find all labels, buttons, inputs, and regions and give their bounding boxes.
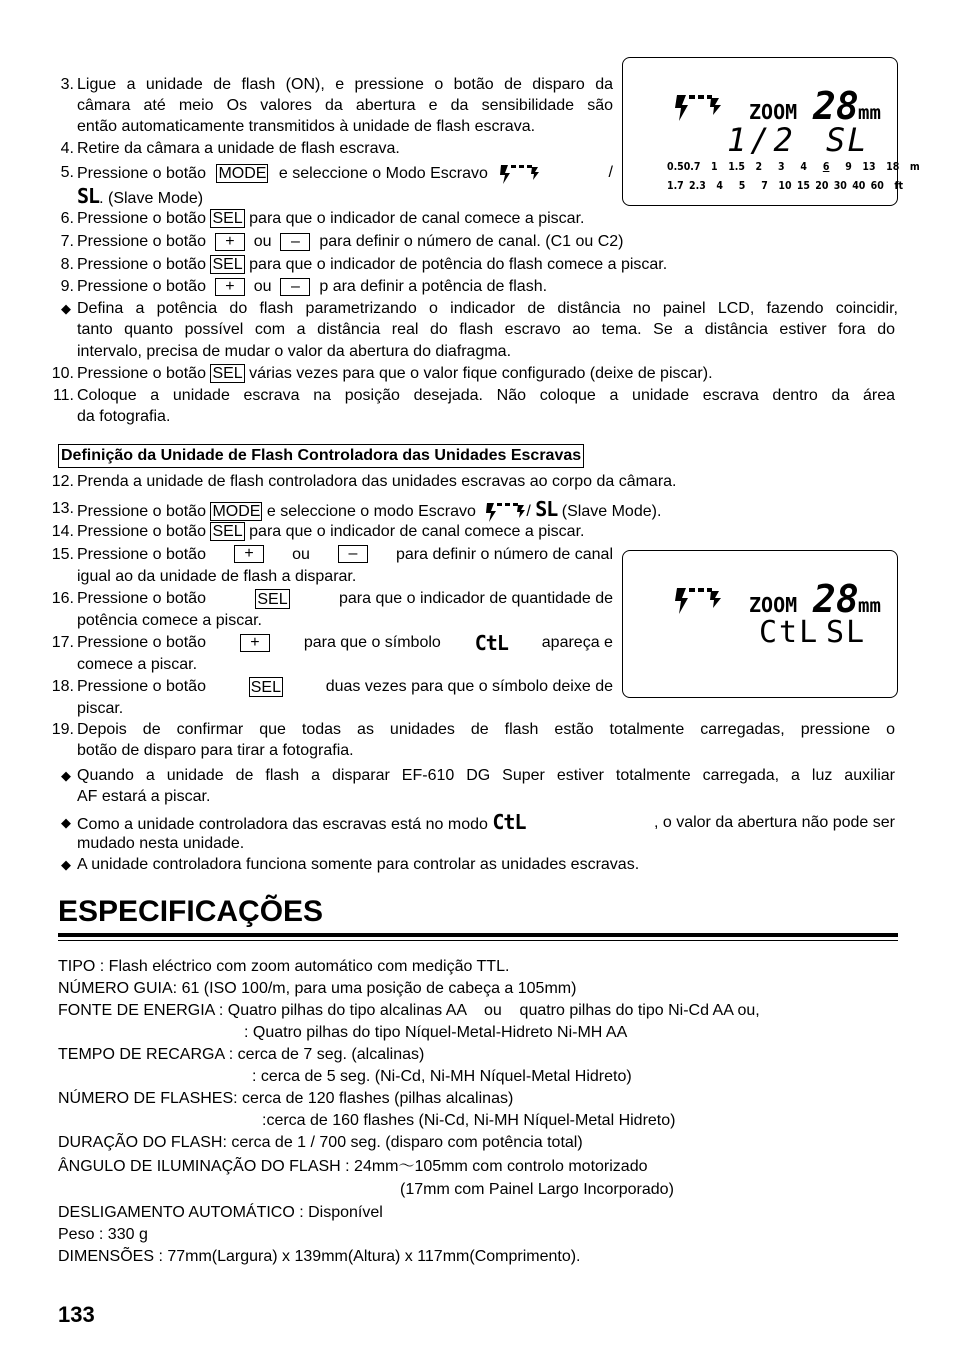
bullet-text: intervalo, precisa de mudar o valor da abertura do diafragma. — [77, 343, 512, 360]
spec-line: (17mm com Painel Largo Incorporado) — [400, 1181, 674, 1198]
bullet-text: Defina a potência do flash parametrizando o indicador de distância no painel LCD, fazendo coincidir, — [77, 300, 898, 317]
sel-button-label: SEL — [257, 591, 288, 608]
step-text: piscar. — [77, 700, 124, 717]
bullet-text: AF estará a piscar. — [77, 788, 211, 805]
step-text: botão de disparo para tirar a fotografia. — [77, 742, 354, 759]
step-text: Pressione o botão — [77, 165, 206, 183]
step-15-line: Pressione o botão + ou – para definir o número de canal — [77, 545, 613, 563]
zoom-unit: mm — [858, 102, 881, 124]
sel-button-label: SEL — [212, 523, 243, 540]
spec-line: DESLIGAMENTO AUTOMÁTICO : Disponível — [58, 1204, 383, 1221]
step-number: 9. — [60, 278, 74, 295]
step-text: Prenda a unidade de flash controladora das unidades escravas ao corpo da câmara. — [77, 473, 677, 490]
spec-line: FONTE DE ENERGIA : Quatro pilhas do tipo alcalinas AA ou quatro pilhas do tipo Ni-Cd AA ou, — [58, 1002, 760, 1019]
bullet-diamond: ◆ — [61, 768, 71, 783]
spec-line: : Quatro pilhas do tipo Níquel-Metal-Hidreto Ni-MH AA — [244, 1024, 628, 1041]
plus-button-label: + — [215, 233, 245, 251]
zoom-unit: mm — [858, 595, 881, 617]
lcd-panel-controller — [622, 550, 898, 698]
spec-line: ÂNGULO DE ILUMINAÇÃO DO FLASH : 24mm～105mm com controlo motorizado — [58, 1158, 648, 1175]
step-number: 13. — [51, 500, 74, 517]
ctl-symbol-icon: CtL — [492, 809, 526, 834]
bullet-text: mudado nesta unidade. — [77, 835, 245, 852]
slave-flash-icon — [484, 501, 526, 523]
sl-symbol-icon: SL — [535, 497, 558, 521]
title-rule — [58, 933, 898, 937]
step-7-line: Pressione o botão + ou – para definir o número de canal. (C1 ou C2) — [77, 232, 624, 250]
step-number: 12. — [51, 473, 74, 490]
ctl-value: CtL — [759, 615, 820, 650]
spec-line: :cerca de 160 flashes (Ni-Cd, Ni-MH Níquel-Metal Hidreto) — [262, 1112, 676, 1129]
step-number: 15. — [51, 546, 74, 563]
bullet-text: tanto quanto possível com a distância real do flash escravo ao tema. Se a distância estiver fora do — [77, 321, 895, 338]
step-text: Coloque a unidade escrava na posição desejada. Não coloque a unidade escrava dentro da área — [77, 387, 895, 404]
ctl-symbol-icon: CtL — [474, 631, 508, 655]
step-5-line2 — [77, 186, 203, 206]
step-14-line: Pressione o botão SEL para que o indicador de canal comece a piscar. — [77, 523, 585, 540]
page-title: ESPECIFICAÇÕES — [58, 895, 324, 928]
mode-value: SL — [826, 121, 869, 159]
step-text: potência comece a piscar. — [77, 612, 262, 629]
plus-button-label: + — [215, 278, 245, 296]
zoom-value: 28 — [813, 84, 859, 128]
step-9-line: Pressione o botão + ou – p ara definir a potência de flash. — [77, 277, 548, 295]
sel-button-label: SEL — [212, 365, 243, 382]
step-number: 5. — [60, 164, 74, 181]
step-text: e seleccione o Modo Escravo — [278, 165, 488, 183]
step-13-line: Pressione o botão MODE e seleccione o modo Escravo / SL (Slave Mode). — [77, 497, 662, 521]
sel-button-label: SEL — [212, 256, 243, 273]
bullet-3-line: Como a unidade controladora das escravas está no modo CtL , o valor da abertura não pode ser — [77, 809, 895, 834]
step-18-line: Pressione o botão SEL duas vezes para que o símbolo deixe de — [77, 678, 613, 696]
sel-button-label: SEL — [250, 679, 281, 696]
step-text: câmara até meio Os valores da abertura e da sensibilidade são — [77, 97, 613, 114]
step-8-line: Pressione o botão SEL para que o indicador de potência do flash comece a piscar. — [77, 256, 668, 273]
step-16-line: Pressione o botão SEL para que o indicador de quantidade de — [77, 590, 613, 608]
section-heading: Definição da Unidade de Flash Controladora das Unidades Escravas — [58, 444, 584, 468]
zoom-label: ZOOM — [749, 593, 798, 617]
bullet-diamond: ◆ — [61, 301, 71, 316]
title-rule — [58, 940, 898, 941]
zoom-label: ZOOM — [749, 100, 798, 124]
step-number: 4. — [60, 140, 74, 157]
step-text: da fotografia. — [77, 408, 171, 425]
sel-button-label: SEL — [212, 210, 243, 227]
bullet-diamond: ◆ — [61, 857, 71, 872]
slave-flash-icon — [498, 163, 540, 185]
step-text: Retire da câmara a unidade de flash escrava. — [77, 140, 400, 157]
step-text: Depois de confirmar que todas as unidades de flash estão totalmente carregadas, pressione o — [77, 721, 895, 738]
step-number: 14. — [51, 523, 74, 540]
step-number: 17. — [51, 634, 74, 651]
spec-line: DURAÇÃO DO FLASH: cerca de 1 / 700 seg. (disparo com potência total) — [58, 1134, 583, 1151]
page-number: 133 — [58, 1302, 95, 1327]
spec-line: TEMPO DE RECARGA : cerca de 7 seg. (alcalinas) — [58, 1046, 425, 1063]
feet-scale: 1.7 2.3 4 5 7 10 15 20 30 40 60 ft — [667, 180, 903, 192]
mode-button-label: MODE — [218, 165, 267, 183]
step-number: 19. — [51, 721, 74, 738]
spec-line: DIMENSÕES : 77mm(Largura) x 139mm(Altura) x 117mm(Comprimento). — [58, 1248, 581, 1265]
plus-button-label: + — [234, 545, 264, 563]
step-10-line: Pressione o botão SEL várias vezes para que o valor fique configurado (deixe de piscar). — [77, 365, 713, 382]
step-17-line: Pressione o botão + para que o símbolo CtL apareça e — [77, 631, 613, 655]
step-number: 18. — [51, 678, 74, 695]
slash: / — [608, 164, 613, 181]
mode-value: SL — [826, 615, 867, 650]
step-number: 8. — [60, 256, 74, 273]
spec-line: TIPO : Flash eléctrico com zoom automático com medição TTL. — [58, 958, 510, 975]
spec-line: : cerca de 5 seg. (Ni-Cd, Ni-MH Níquel-Metal Hidreto) — [252, 1068, 632, 1085]
step-number: 11. — [52, 387, 74, 404]
step-text: . (Slave Mode) — [99, 190, 204, 207]
spec-line: Peso : 330 g — [58, 1226, 148, 1243]
step-number: 10. — [51, 365, 74, 382]
step-number: 6. — [60, 210, 74, 227]
spec-line: NÚMERO DE FLASHES: cerca de 120 flashes (pilhas alcalinas) — [58, 1090, 514, 1107]
step-number: 3. — [60, 76, 74, 93]
slave-flash-icon — [673, 586, 723, 616]
step-number: 16. — [51, 590, 74, 607]
step-6-line: Pressione o botão SEL para que o indicador de canal comece a piscar. — [77, 210, 585, 227]
meter-scale: 0.50.7 1 1.5 2 3 4 6 9 13 18 m — [667, 161, 920, 173]
bullet-text: Quando a unidade de flash a disparar EF-610 DG Super estiver totalmente carregada, a luz auxiliar — [77, 767, 895, 784]
mode-button-label: MODE — [212, 503, 261, 520]
lcd-panel-slave — [622, 57, 920, 206]
zoom-value: 28 — [813, 577, 859, 621]
step-text: Ligue a unidade de flash (ON), e pressione o botão de disparo da — [77, 76, 613, 93]
bullet-text: A unidade controladora funciona somente para controlar as unidades escravas. — [77, 856, 640, 873]
minus-button-label: – — [280, 278, 310, 296]
minus-button-label: – — [280, 233, 310, 251]
step-text: então automaticamente transmitidos à unidade de flash escrava. — [77, 118, 536, 135]
step-text: igual ao da unidade de flash a disparar. — [77, 568, 357, 585]
bullet-diamond: ◆ — [61, 815, 71, 830]
spec-line: NÚMERO GUIA: 61 (ISO 100/m, para uma posição de cabeça a 105mm) — [58, 980, 577, 997]
plus-button-label: + — [240, 634, 270, 652]
step-text: comece a piscar. — [77, 656, 198, 673]
power-value: 1/2 — [727, 121, 797, 159]
step-5-line — [77, 163, 613, 183]
step-number: 7. — [60, 233, 74, 250]
slave-flash-icon — [673, 93, 723, 123]
minus-button-label: – — [338, 545, 368, 563]
sl-symbol-icon: SL — [77, 184, 100, 208]
